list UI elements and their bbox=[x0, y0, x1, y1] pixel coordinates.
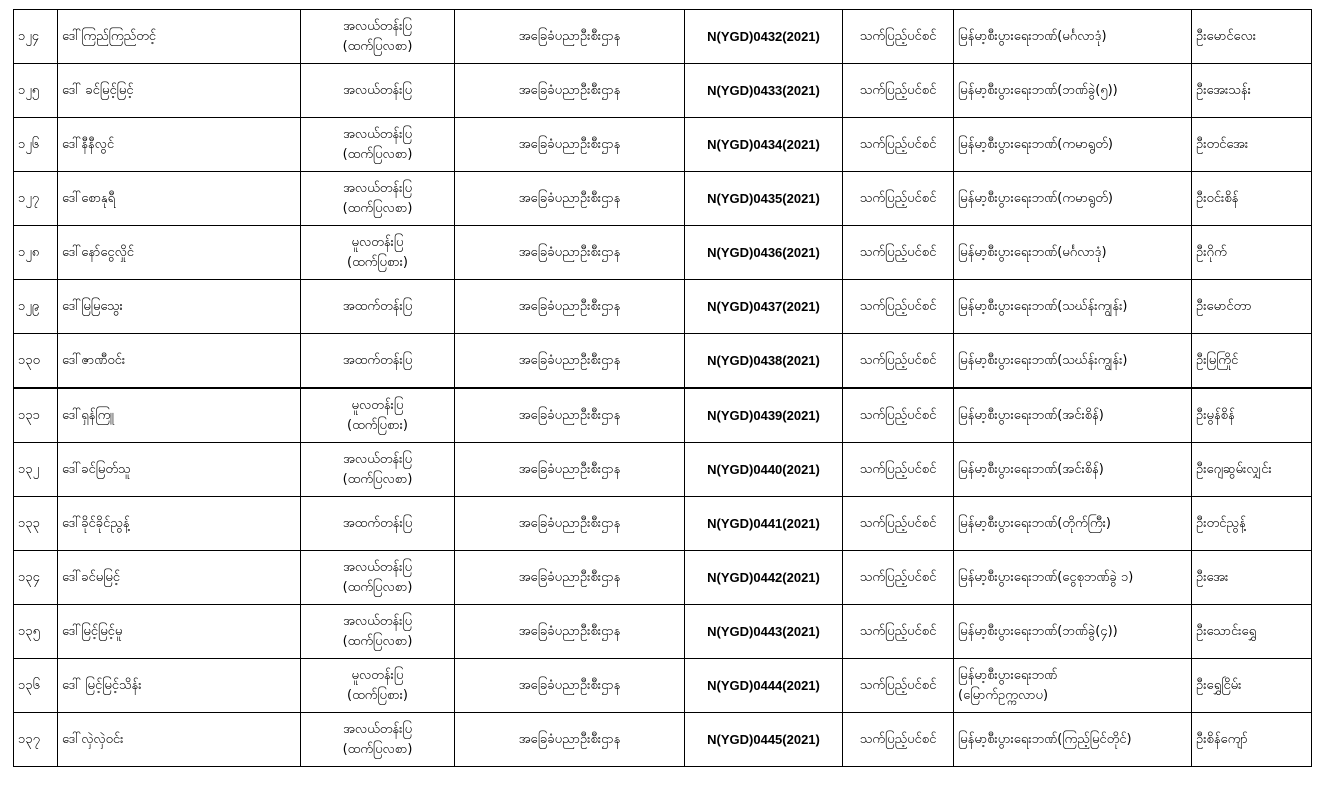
bank-cell bbox=[954, 659, 1192, 713]
name-cell: ဒေါ်ခင်မမြင့် bbox=[58, 551, 301, 605]
school-level-cell-line: မူလတန်းပြ bbox=[351, 234, 404, 250]
bank-cell bbox=[954, 10, 1192, 64]
bank-cell bbox=[954, 280, 1192, 334]
pension-code-cell: N(YGD)0442(2021) bbox=[685, 551, 843, 605]
department-cell: အခြေခံပညာဦးစီးဌာန bbox=[455, 713, 685, 767]
table-row bbox=[14, 64, 1312, 118]
father-name-cell: ဦးသောင်းရွှေ bbox=[1192, 605, 1312, 659]
status-cell: သက်ပြည့်ပင်စင် bbox=[843, 10, 954, 64]
table-row bbox=[14, 172, 1312, 226]
bank-cell-line: မြန်မာ့စီးပွားရေးဘဏ်(ကမာရွတ်) bbox=[958, 190, 1113, 206]
bank-cell bbox=[954, 118, 1192, 172]
name-cell: ဒေါ် ခင်မြင့်မြင့် bbox=[58, 64, 301, 118]
school-level-cell bbox=[301, 551, 455, 605]
bank-cell-line: မြန်မာ့စီးပွားရေးဘဏ်(ကမာရွတ်) bbox=[958, 136, 1113, 152]
department-cell: အခြေခံပညာဦးစီးဌာန bbox=[455, 443, 685, 497]
school-level-cell-line: (ထက်ပြလစာ) bbox=[342, 741, 413, 757]
department-cell: အခြေခံပညာဦးစီးဌာန bbox=[455, 551, 685, 605]
row-number: ၁၃၇ bbox=[14, 713, 58, 767]
bank-cell bbox=[954, 713, 1192, 767]
school-level-cell bbox=[301, 280, 455, 334]
father-name-cell: ဦးတင်ညွန့် bbox=[1192, 497, 1312, 551]
bank-cell-line: မြန်မာ့စီးပွားရေးဘဏ်(သဃ်န်းကျွန်း) bbox=[958, 352, 1128, 368]
status-cell: သက်ပြည့်ပင်စင် bbox=[843, 334, 954, 389]
school-level-cell bbox=[301, 334, 455, 389]
pension-code-cell: N(YGD)0439(2021) bbox=[685, 388, 843, 443]
school-level-cell bbox=[301, 659, 455, 713]
row-number: ၁၂၉ bbox=[14, 280, 58, 334]
status-cell: သက်ပြည့်ပင်စင် bbox=[843, 659, 954, 713]
pension-code-cell: N(YGD)0433(2021) bbox=[685, 64, 843, 118]
bank-cell-line: မြန်မာ့စီးပွားရေးဘဏ်(မင်္ဂလာဒုံ) bbox=[958, 28, 1107, 44]
bank-cell-line: မြန်မာ့စီးပွားရေးဘဏ်(အင်းစိန်) bbox=[958, 407, 1104, 423]
table-row bbox=[14, 551, 1312, 605]
department-cell: အခြေခံပညာဦးစီးဌာန bbox=[455, 280, 685, 334]
pension-code-cell: N(YGD)0438(2021) bbox=[685, 334, 843, 389]
name-cell: ဒေါ်ကြည်ကြည်တင့် bbox=[58, 10, 301, 64]
table-row bbox=[14, 443, 1312, 497]
father-name-cell: ဦးမောင်တာ bbox=[1192, 280, 1312, 334]
school-level-cell-line: (ထက်ပြလစာ) bbox=[342, 146, 413, 162]
table-row bbox=[14, 605, 1312, 659]
status-cell: သက်ပြည့်ပင်စင် bbox=[843, 64, 954, 118]
status-cell: သက်ပြည့်ပင်စင် bbox=[843, 280, 954, 334]
school-level-cell-line: အလယ်တန်းပြ bbox=[342, 721, 413, 737]
name-cell: ဒေါ်ခင်မြတ်သူ bbox=[58, 443, 301, 497]
status-cell: သက်ပြည့်ပင်စင် bbox=[843, 388, 954, 443]
row-number: ၁၃၀ bbox=[14, 334, 58, 389]
name-cell: ဒေါ်ဇာဏီဝင်း bbox=[58, 334, 301, 389]
school-level-cell bbox=[301, 10, 455, 64]
pension-code-cell: N(YGD)0435(2021) bbox=[685, 172, 843, 226]
school-level-cell-line: (ထက်ပြလစာ) bbox=[342, 579, 413, 595]
pension-code-cell: N(YGD)0434(2021) bbox=[685, 118, 843, 172]
school-level-cell bbox=[301, 388, 455, 443]
row-number: ၁၂၄ bbox=[14, 10, 58, 64]
father-name-cell: ဦးဂျေဆွမ်းလျှင်း bbox=[1192, 443, 1312, 497]
school-level-cell-line: (ထက်ပြလစာ) bbox=[342, 200, 413, 216]
school-level-cell-line: မူလတန်းပြ bbox=[351, 397, 404, 413]
school-level-cell-line: အလယ်တန်းပြ bbox=[342, 18, 413, 34]
bank-cell bbox=[954, 388, 1192, 443]
bank-cell-line: မြန်မာ့စီးပွားရေးဘဏ်(ဘဏ်ခွဲ(၄)) bbox=[958, 623, 1118, 639]
bank-cell bbox=[954, 334, 1192, 389]
bank-cell-line: မြန်မာ့စီးပွားရေးဘဏ်(အင်းစိန်) bbox=[958, 461, 1104, 477]
status-cell: သက်ပြည့်ပင်စင် bbox=[843, 226, 954, 280]
school-level-cell bbox=[301, 713, 455, 767]
school-level-cell bbox=[301, 64, 455, 118]
row-number: ၁၃၄ bbox=[14, 551, 58, 605]
row-number: ၁၂၆ bbox=[14, 118, 58, 172]
father-name-cell: ဦးအေး bbox=[1192, 551, 1312, 605]
bank-cell bbox=[954, 443, 1192, 497]
name-cell: ဒေါ် မြင့်မြင့်သိန်း bbox=[58, 659, 301, 713]
bank-cell-line: မြန်မာ့စီးပွားရေးဘဏ်(တိုက်ကြီး) bbox=[958, 515, 1111, 531]
pension-records-table bbox=[13, 9, 1312, 767]
department-cell: အခြေခံပညာဦးစီးဌာန bbox=[455, 388, 685, 443]
father-name-cell: ဦးဂိုက် bbox=[1192, 226, 1312, 280]
table-row bbox=[14, 659, 1312, 713]
father-name-cell: ဦးမောင်လေး bbox=[1192, 10, 1312, 64]
father-name-cell: ဦးရွှေငြိမ်း bbox=[1192, 659, 1312, 713]
department-cell: အခြေခံပညာဦးစီးဌာန bbox=[455, 334, 685, 389]
department-cell: အခြေခံပညာဦးစီးဌာန bbox=[455, 172, 685, 226]
row-number: ၁၂၅ bbox=[14, 64, 58, 118]
pension-code-cell: N(YGD)0432(2021) bbox=[685, 10, 843, 64]
father-name-cell: ဦးဝင်းစိန် bbox=[1192, 172, 1312, 226]
status-cell: သက်ပြည့်ပင်စင် bbox=[843, 605, 954, 659]
pension-code-cell: N(YGD)0441(2021) bbox=[685, 497, 843, 551]
status-cell: သက်ပြည့်ပင်စင် bbox=[843, 443, 954, 497]
bank-cell bbox=[954, 226, 1192, 280]
school-level-cell-line: အထက်တန်းပြ bbox=[342, 352, 413, 368]
bank-cell-line: မြန်မာ့စီးပွားရေးဘဏ်(မင်္ဂလာဒုံ) bbox=[958, 244, 1107, 260]
school-level-cell-line: (ထက်ပြလစာ) bbox=[342, 38, 413, 54]
school-level-cell-line: (ထက်ပြစား) bbox=[347, 417, 408, 433]
school-level-cell-line: အလယ်တန်းပြ bbox=[342, 126, 413, 142]
row-number: ၁၂၇ bbox=[14, 172, 58, 226]
row-number: ၁၃၅ bbox=[14, 605, 58, 659]
school-level-cell-line: အထက်တန်းပြ bbox=[342, 298, 413, 314]
status-cell: သက်ပြည့်ပင်စင် bbox=[843, 497, 954, 551]
status-cell: သက်ပြည့်ပင်စင် bbox=[843, 713, 954, 767]
department-cell: အခြေခံပညာဦးစီးဌာန bbox=[455, 118, 685, 172]
pension-code-cell: N(YGD)0436(2021) bbox=[685, 226, 843, 280]
bank-cell-line: မြန်မာ့စီးပွားရေးဘဏ်(ကြည့်မြင်တိုင်) bbox=[958, 731, 1132, 747]
name-cell: ဒေါ်ခိုင်ခိုင်ညွန့် bbox=[58, 497, 301, 551]
school-level-cell-line: (ထက်ပြလစာ) bbox=[342, 471, 413, 487]
school-level-cell-line: အလယ်တန်းပြ bbox=[342, 180, 413, 196]
table-row bbox=[14, 226, 1312, 280]
school-level-cell bbox=[301, 172, 455, 226]
father-name-cell: ဦးမွန်စိန် bbox=[1192, 388, 1312, 443]
school-level-cell-line: (ထက်ပြစား) bbox=[347, 254, 408, 270]
department-cell: အခြေခံပညာဦးစီးဌာန bbox=[455, 605, 685, 659]
pension-code-cell: N(YGD)0443(2021) bbox=[685, 605, 843, 659]
father-name-cell: ဦးမြကြိုင် bbox=[1192, 334, 1312, 389]
row-number: ၁၃၁ bbox=[14, 388, 58, 443]
name-cell: ဒေါ်နော်ငွေလှိုင် bbox=[58, 226, 301, 280]
status-cell: သက်ပြည့်ပင်စင် bbox=[843, 551, 954, 605]
pension-code-cell: N(YGD)0437(2021) bbox=[685, 280, 843, 334]
father-name-cell: ဦးတင်အေး bbox=[1192, 118, 1312, 172]
school-level-cell-line: အလယ်တန်းပြ bbox=[342, 82, 413, 98]
name-cell: ဒေါ်ရှန်ကြူ bbox=[58, 388, 301, 443]
bank-cell bbox=[954, 497, 1192, 551]
status-cell: သက်ပြည့်ပင်စင် bbox=[843, 118, 954, 172]
bank-cell-line: မြန်မာ့စီးပွားရေးဘဏ်(သဃ်န်းကျွန်း) bbox=[958, 298, 1128, 314]
row-number: ၁၃၆ bbox=[14, 659, 58, 713]
school-level-cell-line: အလယ်တန်းပြ bbox=[342, 613, 413, 629]
father-name-cell: ဦးအေးသန်း bbox=[1192, 64, 1312, 118]
department-cell: အခြေခံပညာဦးစီးဌာန bbox=[455, 64, 685, 118]
department-cell: အခြေခံပညာဦးစီးဌာန bbox=[455, 497, 685, 551]
table-row bbox=[14, 497, 1312, 551]
bank-cell-line: (မြောက်ဥက္ကလာပ) bbox=[958, 687, 1049, 703]
school-level-cell bbox=[301, 605, 455, 659]
name-cell: ဒေါ်မြင့်မြင့်မူ bbox=[58, 605, 301, 659]
bank-cell-line: မြန်မာ့စီးပွားရေးဘဏ်(ဘဏ်ခွဲ(၅)) bbox=[958, 82, 1118, 98]
school-level-cell bbox=[301, 118, 455, 172]
pension-code-cell: N(YGD)0440(2021) bbox=[685, 443, 843, 497]
school-level-cell-line: အထက်တန်းပြ bbox=[342, 515, 413, 531]
school-level-cell bbox=[301, 226, 455, 280]
department-cell: အခြေခံပညာဦးစီးဌာန bbox=[455, 10, 685, 64]
name-cell: ဒေါ်နီနီလွင် bbox=[58, 118, 301, 172]
table-row bbox=[14, 388, 1312, 443]
father-name-cell: ဦးစိန်ကျော် bbox=[1192, 713, 1312, 767]
table-row bbox=[14, 334, 1312, 389]
pension-code-cell: N(YGD)0444(2021) bbox=[685, 659, 843, 713]
bank-cell bbox=[954, 605, 1192, 659]
row-number: ၁၃၃ bbox=[14, 497, 58, 551]
bank-cell bbox=[954, 172, 1192, 226]
department-cell: အခြေခံပညာဦးစီးဌာန bbox=[455, 659, 685, 713]
bank-cell-line: မြန်မာ့စီးပွားရေးဘဏ် bbox=[958, 667, 1058, 683]
school-level-cell-line: အလယ်တန်းပြ bbox=[342, 559, 413, 575]
school-level-cell bbox=[301, 497, 455, 551]
table-row bbox=[14, 280, 1312, 334]
pension-code-cell: N(YGD)0445(2021) bbox=[685, 713, 843, 767]
bank-cell bbox=[954, 64, 1192, 118]
school-level-cell-line: မူလတန်းပြ bbox=[351, 667, 404, 683]
name-cell: ဒေါ်မြမြသွေး bbox=[58, 280, 301, 334]
school-level-cell bbox=[301, 443, 455, 497]
bank-cell bbox=[954, 551, 1192, 605]
table-row bbox=[14, 118, 1312, 172]
status-cell: သက်ပြည့်ပင်စင် bbox=[843, 172, 954, 226]
table-row bbox=[14, 10, 1312, 64]
department-cell: အခြေခံပညာဦးစီးဌာန bbox=[455, 226, 685, 280]
row-number: ၁၃၂ bbox=[14, 443, 58, 497]
bank-cell-line: မြန်မာ့စီးပွားရေးဘဏ်(ငွေစုဘဏ်ခွဲ ၁) bbox=[958, 569, 1134, 585]
school-level-cell-line: အလယ်တန်းပြ bbox=[342, 451, 413, 467]
name-cell: ဒေါ်လှဲလှဲဝင်း bbox=[58, 713, 301, 767]
school-level-cell-line: (ထက်ပြစား) bbox=[347, 687, 408, 703]
table-row bbox=[14, 713, 1312, 767]
name-cell: ဒေါ်စောနုရီ bbox=[58, 172, 301, 226]
school-level-cell-line: (ထက်ပြလစာ) bbox=[342, 633, 413, 649]
row-number: ၁၂၈ bbox=[14, 226, 58, 280]
